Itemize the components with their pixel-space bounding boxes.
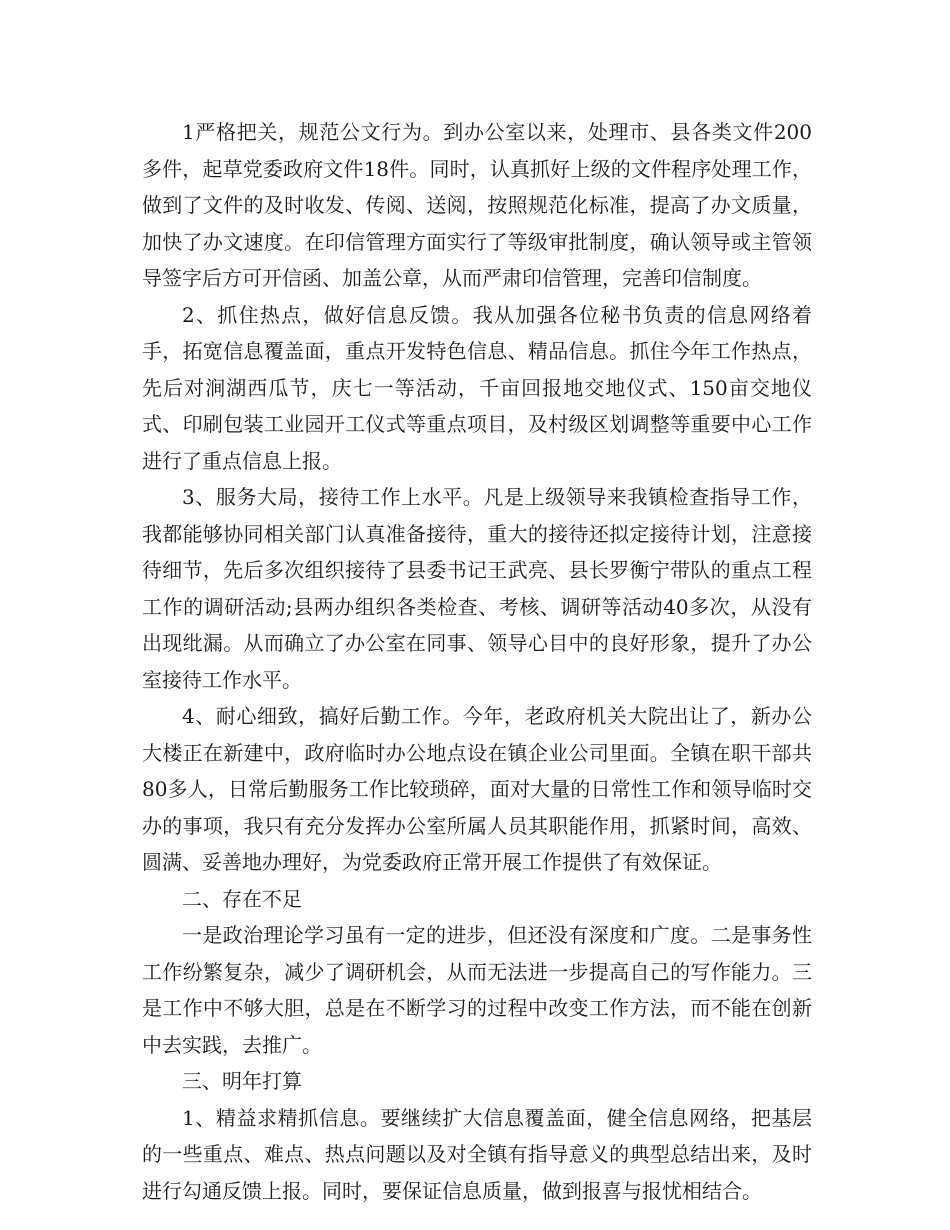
paragraph-information-plan: 1、精益求精抓信息。要继续扩大信息覆盖面，健全信息网络，把基层的一些重点、难点、热点问题以及对全镇有指导意义的典型总结出来，及时进行勾通反馈上报。同时，要保证信息质量，做到报喜与报忧相结合。: [142, 1105, 812, 1203]
paragraph-logistics-work: 4、耐心细致，搞好后勤工作。今年，老政府机关大院出让了，新办公大楼正在新建中，政府临时办公地点设在镇企业公司里面。全镇在职干部共80多人，日常后勤服务工作比较琐碎，面对大量的日常性工作和领导临时交办的事项，我只有充分发挥办公室所属人员其职能作用，抓紧时间，高效、圆满、妥善地办理好，为党委政府正常开展工作提供了有效保证。: [142, 704, 812, 874]
paragraph-information-feedback: 2、抓住热点，做好信息反馈。我从加强各位秘书负责的信息网络着手，拓宽信息覆盖面，重点开发特色信息、精品信息。抓住今年工作热点，先后对涧湖西瓜节，庆七一等活动，千亩回报地交地仪式、150亩交地仪式、印刷包装工业园开工仪式等重点项目，及村级区划调整等重要中心工作进行了重点信息上报。: [142, 302, 812, 473]
paragraph-reception-work: 3、服务大局，接待工作上水平。凡是上级领导来我镇检查指导工作，我都能够协同相关部门认真准备接待，重大的接待还拟定接待计划，注意接待细节，先后多次组织接待了县委书记王武亮、县长罗衡宁带队的重点工程工作的调研活动;县两办组织各类检查、考核、调研等活动40多次，从没有出现纰漏。从而确立了办公室在同事、领导心目中的良好形象，提升了办公室接待工作水平。: [142, 485, 812, 692]
section-heading-shortcomings: 二、存在不足: [182, 886, 302, 911]
section-heading-next-year-plan: 三、明年打算: [182, 1069, 302, 1093]
document-body: [142, 114, 812, 1209]
paragraph-shortcomings: 一是政治理论学习虽有一定的进步，但还没有深度和广度。二是事务性工作纷繁复杂，减少了调研机会，从而无法进一步提高自己的写作能力。三是工作中不够大胆，总是在不断学习的过程中改变工作方法，而不能在创新中去实践，去推广。: [142, 923, 812, 1057]
paragraph-document-handling: 1严格把关，规范公文行为。到办公室以来，处理市、县各类文件200多件，起草党委政府文件18件。同时，认真抓好上级的文件程序处理工作，做到了文件的及时收发、传阅、送阅，按照规范化标准，提高了办文质量，加快了办文速度。在印信管理方面实行了等级审批制度，确认领导或主管领导签字后方可开信函、加盖公章，从而严肃印信管理，完善印信制度。: [142, 120, 812, 290]
